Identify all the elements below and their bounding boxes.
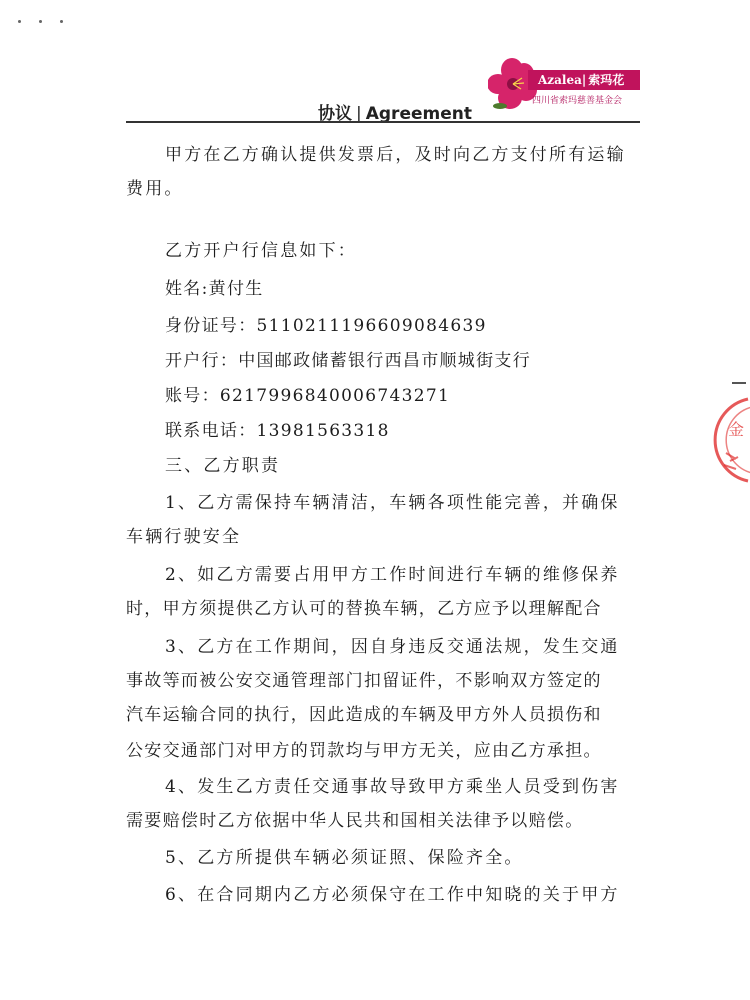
name-label: 姓名: (165, 279, 209, 299)
paragraph-line: 费用。 (126, 179, 184, 199)
account-value: 6217996840006743271 (219, 386, 451, 406)
section-title: 三、乙方职责 (165, 456, 281, 476)
phone-value: 13981563318 (256, 421, 390, 441)
name-value: 黄付生 (208, 279, 264, 299)
foundation-logo (488, 56, 638, 112)
payee-account (165, 381, 450, 406)
clause-line: 2、如乙方需要占用甲方工作时间进行车辆的维修保养 (165, 565, 620, 585)
logo-brand-cn: 索玛花 (588, 73, 625, 87)
logo-banner (528, 70, 640, 90)
title-en: Agreement (365, 104, 472, 124)
clause-line: 汽车运输合同的执行，因此造成的车辆及甲方外人员损伤和 (126, 705, 602, 725)
clause-line: 5、乙方所提供车辆必须证照、保险齐全。 (165, 848, 524, 868)
title-separator: | (356, 104, 362, 124)
phone-label: 联系电话： (165, 421, 257, 441)
clause-line: 需要赔偿时乙方依据中华人民共和国相关法律予以赔偿。 (126, 811, 584, 831)
logo-brand-en: Azalea (538, 73, 582, 87)
payee-phone (165, 416, 390, 441)
logo-subtitle: 四川省索玛慈善基金会 (532, 96, 623, 106)
bank-info-intro: 乙方开户行信息如下： (165, 241, 357, 261)
margin-mark (732, 382, 746, 384)
payee-name (165, 274, 264, 299)
title-cn: 协议 (318, 104, 352, 124)
clause-line: 1、乙方需保持车辆清洁，车辆各项性能完善，并确保 (165, 493, 620, 513)
clause-line: 6、在合同期内乙方必须保守在工作中知晓的关于甲方 (165, 885, 620, 905)
payee-bank (165, 346, 531, 371)
clause-line: 时，甲方须提供乙方认可的替换车辆，乙方应予以理解配合 (126, 599, 602, 619)
id-value: 5110211196609084639 (256, 316, 487, 336)
clause-line: 公安交通部门对甲方的罚款均与甲方无关，应由乙方承担。 (126, 741, 602, 761)
clause-line: 车辆行驶安全 (126, 527, 242, 547)
logo-brand-separator: | (581, 73, 587, 87)
scan-dots (18, 8, 81, 27)
bank-label: 开户行： (165, 351, 239, 371)
paragraph-line: 甲方在乙方确认提供发票后，及时向乙方支付所有运输 (165, 145, 626, 165)
account-label: 账号： (165, 386, 220, 406)
seal-stamp-fragment (708, 395, 750, 485)
svg-text:金: 金 (728, 420, 745, 439)
id-label: 身份证号： (165, 316, 257, 336)
clause-line: 3、乙方在工作期间，因自身违反交通法规，发生交通 (165, 637, 620, 657)
payee-id-number (165, 311, 487, 336)
clause-line: 事故等而被公安交通管理部门扣留证件，不影响双方签定的 (126, 671, 602, 691)
clause-line: 4、发生乙方责任交通事故导致甲方乘坐人员受到伤害 (165, 777, 620, 797)
header-divider (126, 121, 640, 123)
bank-value: 中国邮政储蓄银行西昌市顺城街支行 (238, 351, 532, 371)
